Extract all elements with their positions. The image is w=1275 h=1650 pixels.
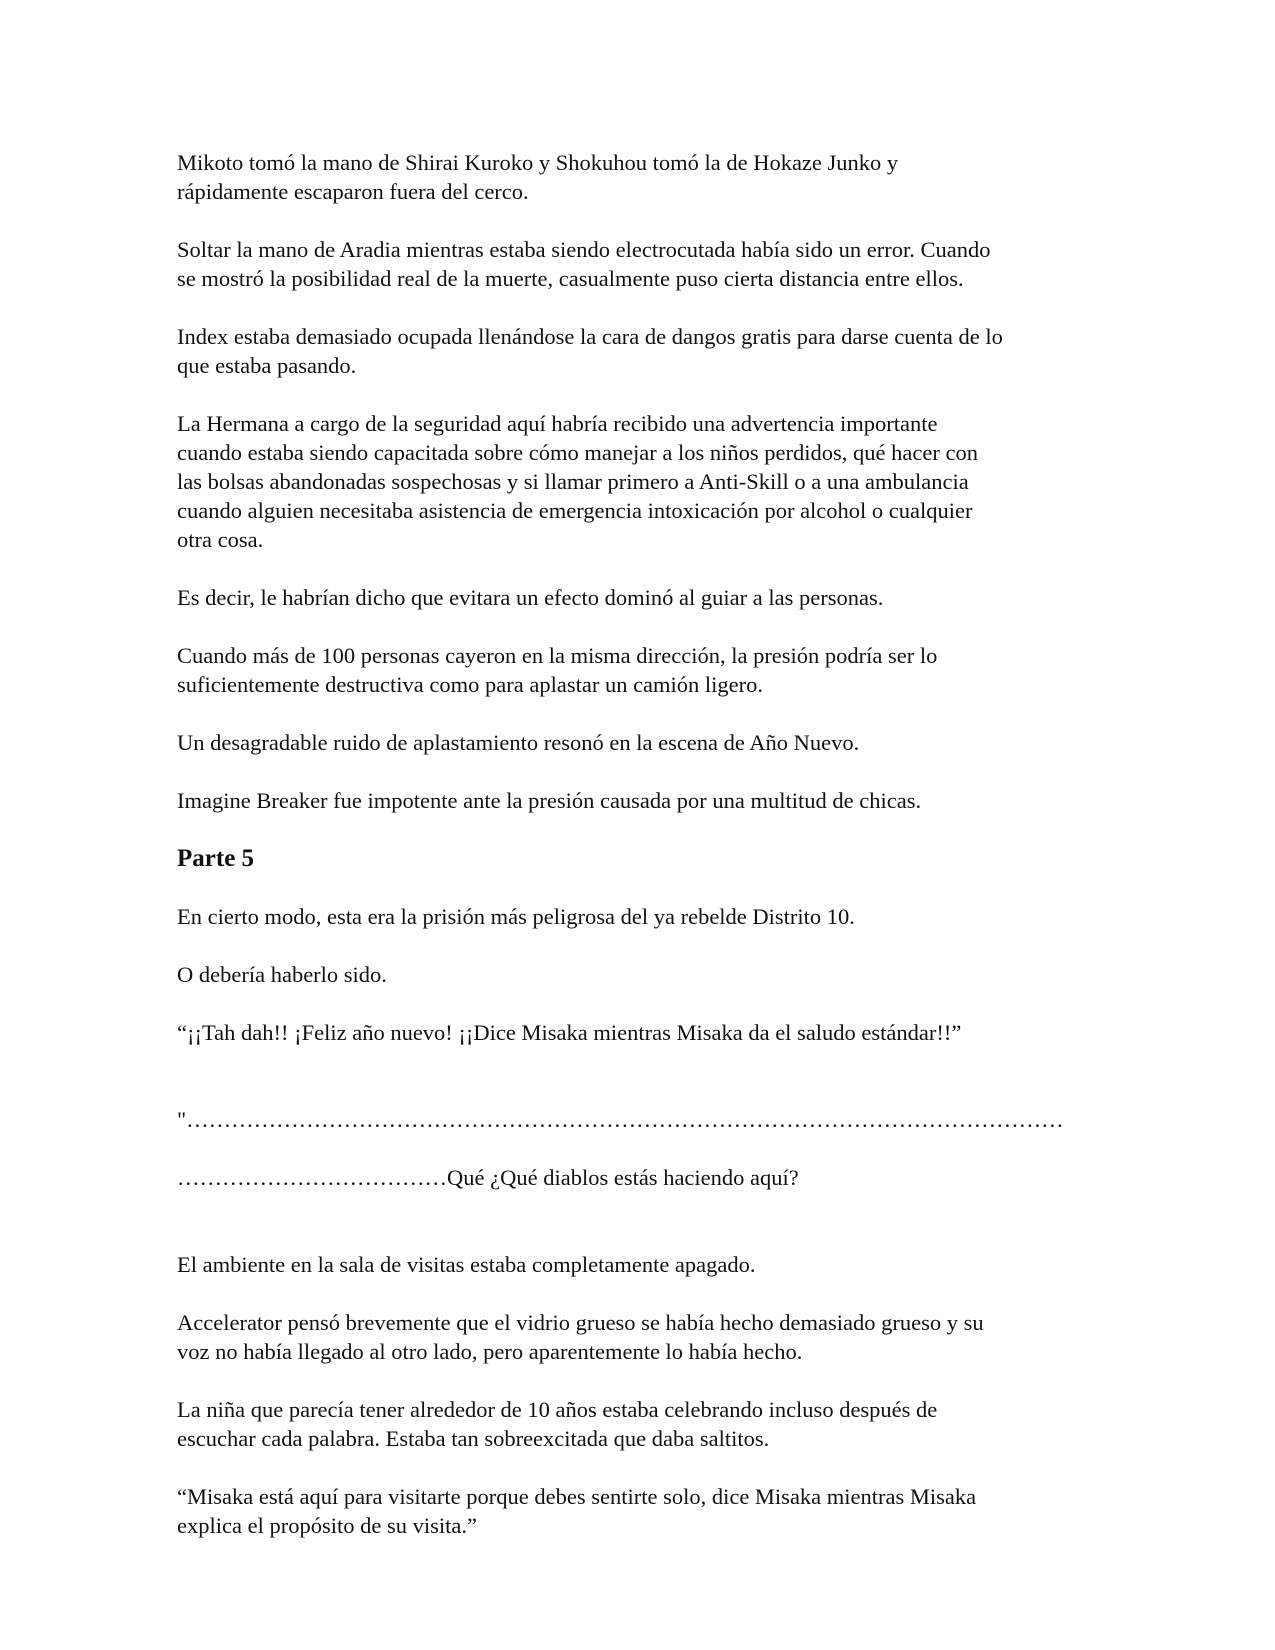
dots-line-end: ………………………………Qué ¿Qué diablos estás haciendo aquí? (177, 1165, 799, 1190)
paragraph: Es decir, le habrían dicho que evitara un efecto dominó al guiar a las personas. (177, 585, 884, 610)
paragraph: “¡¡Tah dah!! ¡Feliz año nuevo! ¡¡Dice Misaka mientras Misaka da el saludo estándar!!” (177, 1020, 962, 1045)
dots-paragraph (177, 1076, 1107, 1221)
paragraph: Un desagradable ruido de aplastamiento resonó en la escena de Año Nuevo. (177, 730, 860, 755)
paragraph: Accelerator pensó brevemente que el vidrio grueso se había hecho demasiado grueso y su voz no había llegado al otro lado, pero aparentemente lo había hecho. (177, 1310, 984, 1364)
paragraph: Cuando más de 100 personas cayeron en la misma dirección, la presión podría ser lo suficientemente destructiva como para aplastar un camión ligero. (177, 643, 938, 697)
paragraph: O debería haberlo sido. (177, 962, 387, 987)
paragraph: El ambiente en la sala de visitas estaba completamente apagado. (177, 1252, 756, 1277)
section-heading: Parte 5 (177, 845, 255, 872)
paragraph: Imagine Breaker fue impotente ante la presión causada por una multitud de chicas. (177, 788, 922, 813)
paragraph: La niña que parecía tener alrededor de 10 años estaba celebrando incluso después de escuchar cada palabra. Estaba tan sobreexcitada que daba saltitos. (177, 1397, 938, 1451)
paragraph: Mikoto tomó la mano de Shirai Kuroko y Shokuhou tomó la de Hokaze Junko y rápidamente escaparon fuera del cerco. (177, 150, 899, 204)
paragraph: “Misaka está aquí para visitarte porque debes sentirte solo, dice Misaka mientras Misaka explica el propósito de su visita.” (177, 1484, 977, 1538)
dots-line: "……………………………………………………………………………………………………… (177, 1107, 1064, 1132)
document-page (177, 148, 1107, 1569)
paragraph: En cierto modo, esta era la prisión más peligrosa del ya rebelde Distrito 10. (177, 904, 855, 929)
paragraph: Index estaba demasiado ocupada llenándose la cara de dangos gratis para darse cuenta de lo que estaba pasando. (177, 324, 1003, 378)
paragraph: Soltar la mano de Aradia mientras estaba siendo electrocutada había sido un error. Cuando se mostró la posibilidad real de la muerte, casualmente puso cierta distancia entre ellos. (177, 237, 991, 291)
paragraph: La Hermana a cargo de la seguridad aquí habría recibido una advertencia importante cuando estaba siendo capacitada sobre cómo manejar a los niños perdidos, qué hacer con las bolsas abandonadas sospechosas y si llamar primero a Anti-Skill o a una ambulancia cuando alguien necesitaba asistencia de emergencia intoxicación por alcohol o cualquier otra cosa. (177, 411, 978, 552)
